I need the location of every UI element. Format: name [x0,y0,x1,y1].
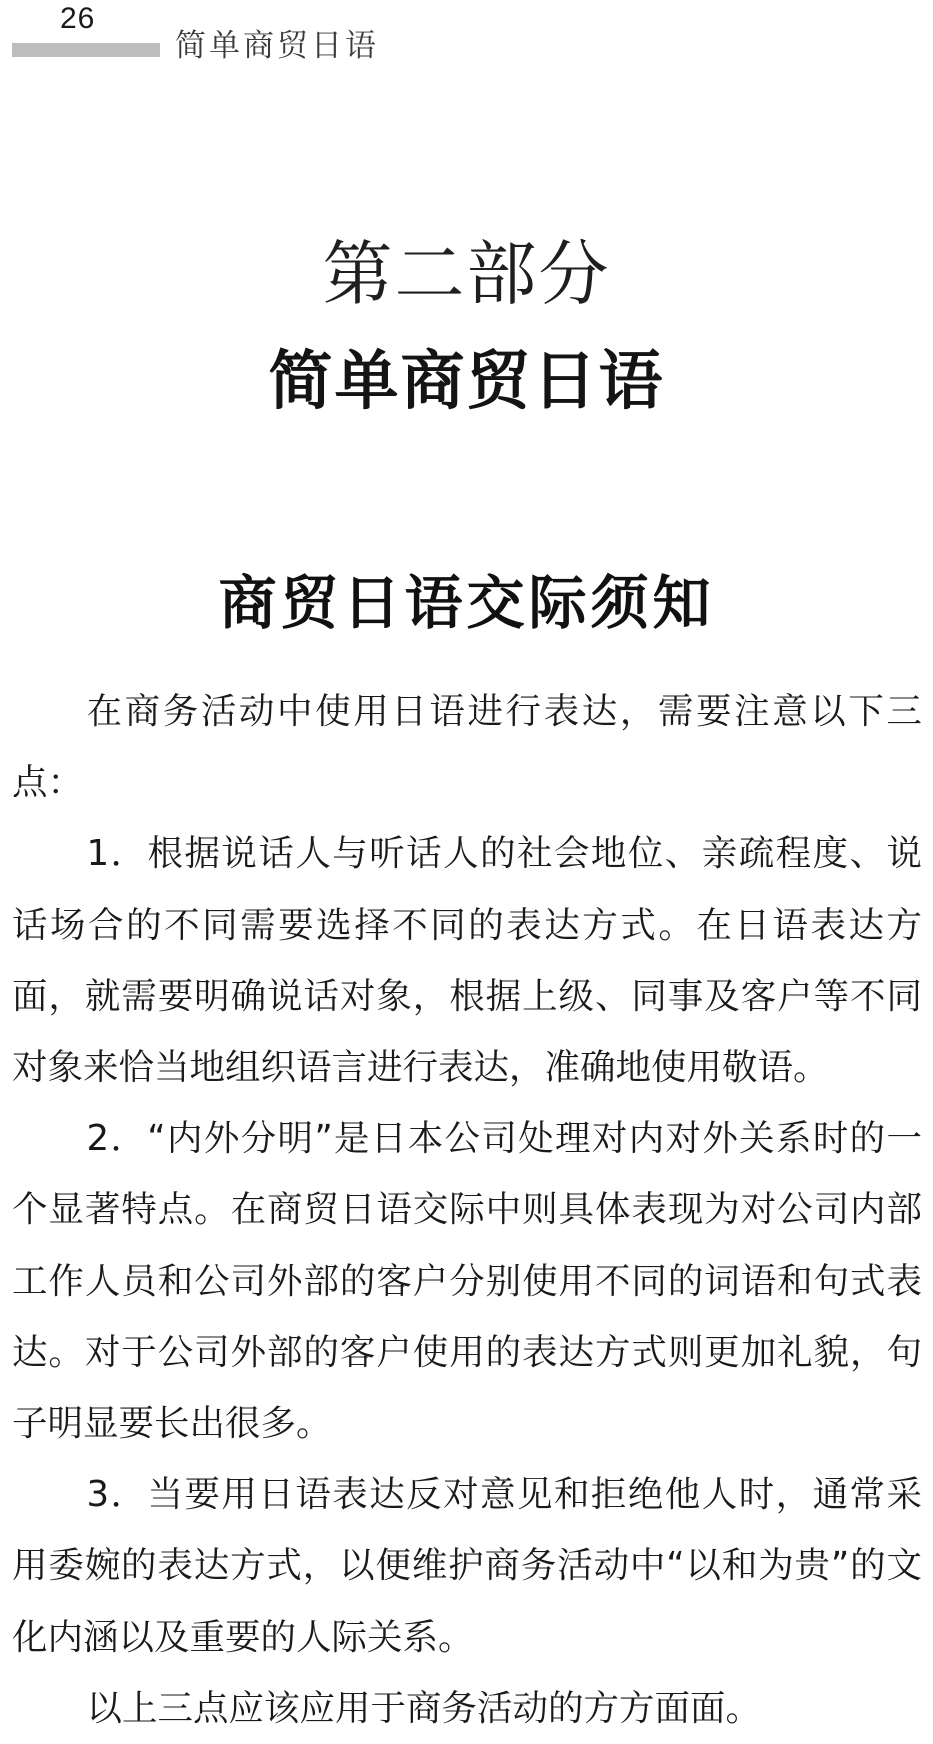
part-title: 第二部分 [322,233,611,315]
paragraph-point-2: 2．“内外分明”是日本公司处理对内对外关系时的一个显著特点。在商贸日语交际中则具体表现为对公司内部工作人员和公司外部的客户分别使用不同的词语和句式表达。对于公司外部的客户使用的表达方式则更加礼貌，句子明显要长出很多。 [12,1118,922,1445]
part-subtitle: 简单商贸日语 [268,345,665,419]
page-number: 26 [60,2,96,35]
paragraph-intro: 在商务活动中使用日语进行表达，需要注意以下三点： [12,691,922,804]
header-decorative-bar [12,43,160,57]
paragraph-point-3: 3．当要用日语表达反对意见和拒绝他人时，通常采用委婉的表达方式，以便维护商务活动中“以和为贵”的文化内涵以及重要的人际关系。 [12,1474,922,1658]
paragraph-point-1: 1．根据说话人与听话人的社会地位、亲疏程度、说话场合的不同需要选择不同的表达方式。在日语表达方面，就需要明确说话对象，根据上级、同事及客户等不同对象来恰当地组织语言进行表达，准确地使用敬语。 [12,833,922,1089]
paragraph-conclusion: 以上三点应该应用于商务活动的方方面面。 [86,1687,762,1729]
section-title: 商贸日语交际须知 [218,569,715,637]
running-header-title: 简单商贸日语 [175,28,379,64]
body-text [12,676,922,1744]
